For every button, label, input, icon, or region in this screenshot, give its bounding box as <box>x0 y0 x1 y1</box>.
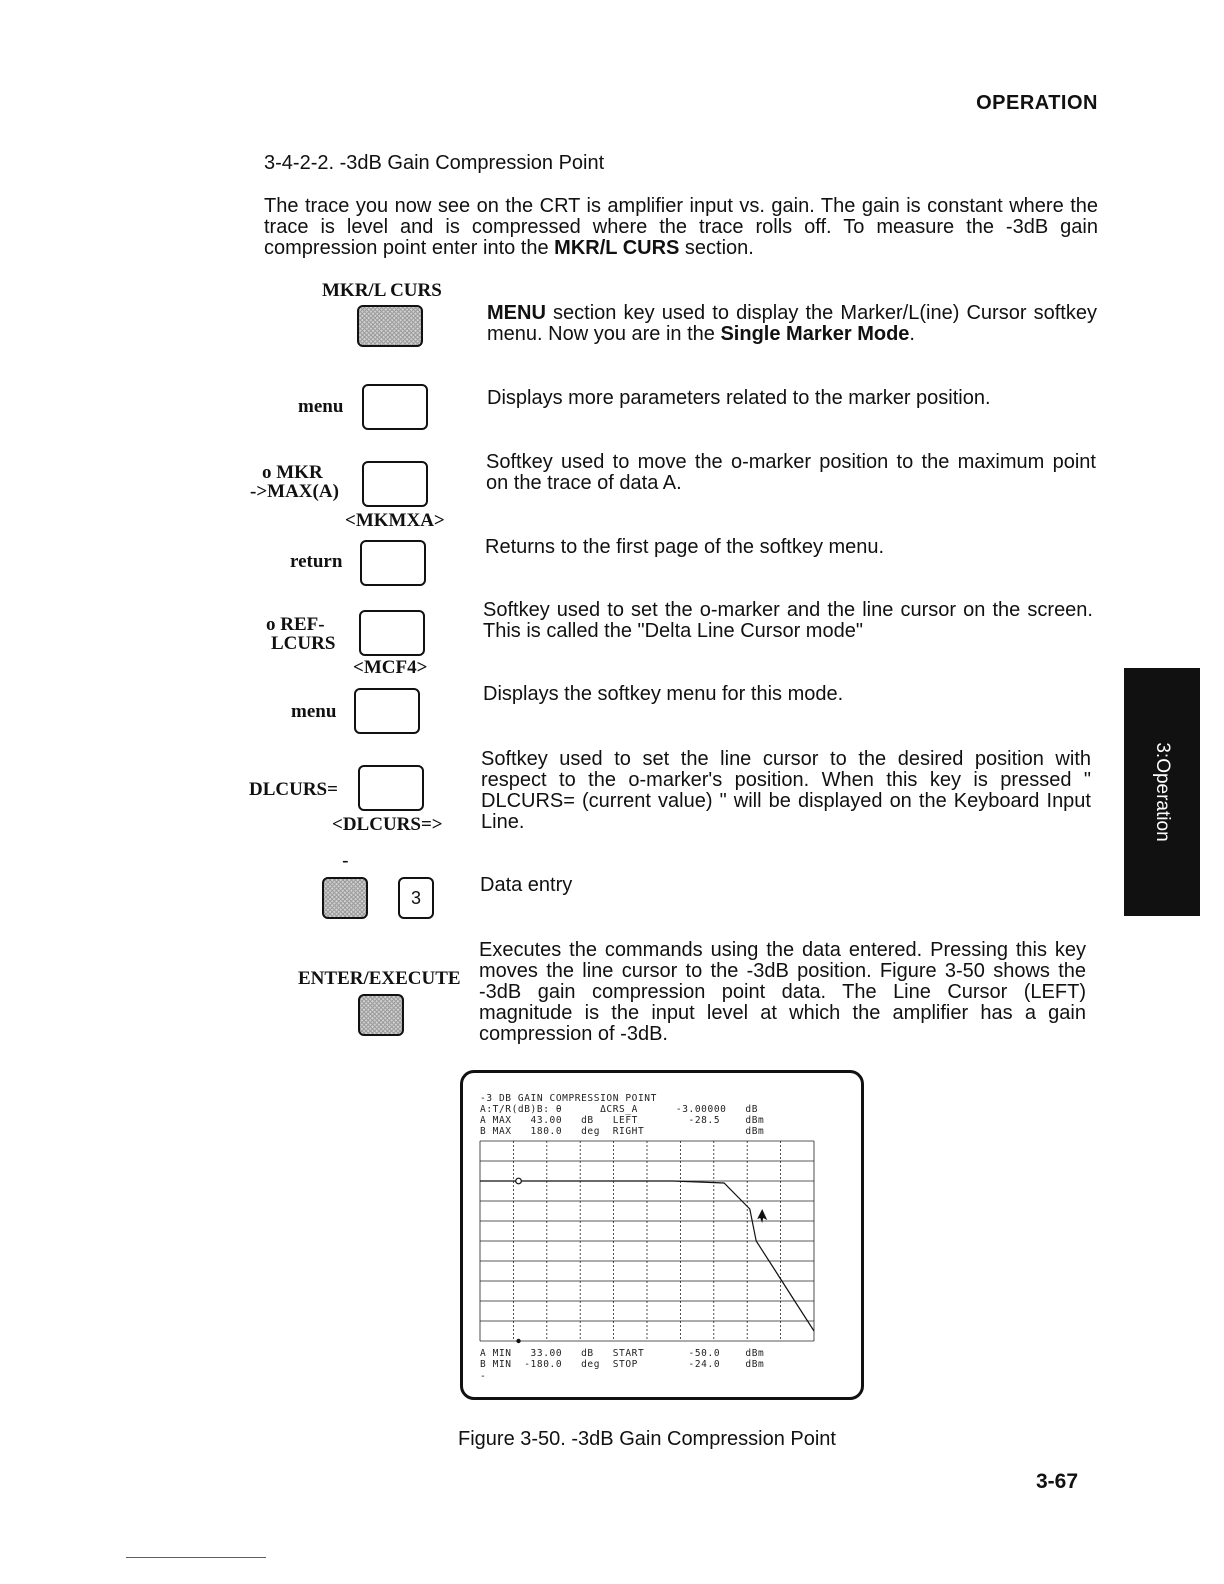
ref-lcurs-label <box>266 615 335 653</box>
dlcurs-softkey[interactable] <box>358 765 424 811</box>
menu-softkey-1[interactable] <box>362 384 428 430</box>
chapter-tab-label: 3:Operation <box>1152 742 1173 842</box>
mkr-lcurs-key[interactable] <box>357 305 423 347</box>
data-entry-description: Data entry <box>480 874 573 896</box>
o-marker-top <box>516 1178 522 1184</box>
mkr-lcurs-label: MKR/L CURS <box>322 280 442 301</box>
return-description: Returns to the first page of the softkey menu. <box>485 536 885 558</box>
screen-row-1: A:T/R(dB)B: θ ΔCRS_A -3.00000 dB <box>480 1104 759 1115</box>
crt-screen <box>460 1070 864 1400</box>
intro-paragraph <box>264 196 1098 259</box>
screen-row-2: A MAX 43.00 dB LEFT -28.5 dBm <box>480 1115 765 1126</box>
dlcurs-description: Softkey used to set the line cursor to the desired position with respect to the o-marker's position. When this key is pressed " DLCURS= (current value) " will be displayed on the Keyboard Input Line. <box>481 748 1091 833</box>
page-number: 3-67 <box>1035 1470 1078 1493</box>
minus-key[interactable] <box>322 877 368 919</box>
menu-label-2: menu <box>291 701 337 722</box>
menu-description-2: Displays the softkey menu for this mode. <box>483 683 844 705</box>
mkr-lcurs-description <box>487 303 1097 345</box>
figure-caption: Figure 3-50. -3dB Gain Compression Point <box>458 1428 836 1450</box>
screen-row-4: A MIN 33.00 dB START -50.0 dBm <box>480 1348 765 1359</box>
mkr-desc-text-1: section key used to display the Marker/L(ine) Cursor softkey menu. Now you are in the <box>487 302 1097 345</box>
ref-lcurs-description: Softkey used to set the o-marker and the line cursor on the screen. This is called the "Delta Line Cursor mode" <box>483 599 1093 642</box>
plot-grid <box>480 1141 814 1341</box>
mkr-max-label-line1: o MKR <box>262 462 323 483</box>
menu-softkey-2[interactable] <box>354 688 420 734</box>
menu-bold: MENU <box>487 302 546 324</box>
intro-text-2: section. <box>679 237 754 259</box>
digit-3-key[interactable]: 3 <box>398 877 434 919</box>
o-marker-bottom <box>516 1339 520 1343</box>
mkr-desc-text-2: . <box>909 323 915 345</box>
minus-sign: - <box>342 850 349 872</box>
mkr-max-code: <MKMXA> <box>345 510 445 531</box>
mkr-max-label <box>250 462 339 502</box>
return-softkey[interactable] <box>360 540 426 586</box>
trace-a-line <box>480 1181 814 1331</box>
enter-execute-label: ENTER/EXECUTE <box>298 968 461 989</box>
mkr-max-softkey[interactable] <box>362 461 428 507</box>
dlcurs-label: DLCURS= <box>249 779 338 800</box>
return-label: return <box>290 551 343 572</box>
menu-description-1: Displays more parameters related to the marker position. <box>487 387 991 409</box>
dlcurs-code: <DLCURS=> <box>332 814 443 835</box>
intro-text-1: The trace you now see on the CRT is amplifier input vs. gain. The gain is constant where the trace is level and is compressed where the trace rolls off. To measure the -3dB gain compression point enter into the <box>264 195 1098 259</box>
section-title: 3-4-2-2. -3dB Gain Compression Point <box>264 152 605 174</box>
screen-row-5: B MIN -180.0 deg STOP -24.0 dBm <box>480 1359 765 1370</box>
mkr-max-label-line2: ->MAX(A) <box>250 481 339 502</box>
section-header: OPERATION <box>976 92 1098 114</box>
intro-bold: MKR/L CURS <box>554 237 680 259</box>
footer-line <box>126 1557 266 1558</box>
ref-label-line2: LCURS <box>271 633 336 654</box>
enter-execute-key[interactable] <box>358 994 404 1036</box>
ref-lcurs-softkey[interactable] <box>359 610 425 656</box>
mkr-max-description: Softkey used to move the o-marker position to the maximum point on the trace of data A. <box>486 451 1096 494</box>
screen-row-6: - <box>480 1371 487 1382</box>
menu-label-1: menu <box>298 396 344 417</box>
ref-lcurs-code: <MCF4> <box>353 657 428 678</box>
screen-title: -3 DB GAIN COMPRESSION POINT <box>480 1093 657 1104</box>
chapter-tab <box>1124 668 1200 916</box>
single-marker-bold: Single Marker Mode <box>720 323 910 345</box>
enter-execute-description: Executes the commands using the data entered. Pressing this key moves the line cursor to the -3dB position. Figure 3-50 shows the -3dB gain compression point data. The Line Cursor (LEFT) magnitude is the input level at which the amplifier has a gain compression of -3dB. <box>479 939 1086 1045</box>
screen-row-3: B MAX 180.0 deg RIGHT dBm <box>480 1126 765 1137</box>
gain-compression-plot <box>478 1139 818 1345</box>
ref-label-line1: o REF- <box>266 614 325 635</box>
